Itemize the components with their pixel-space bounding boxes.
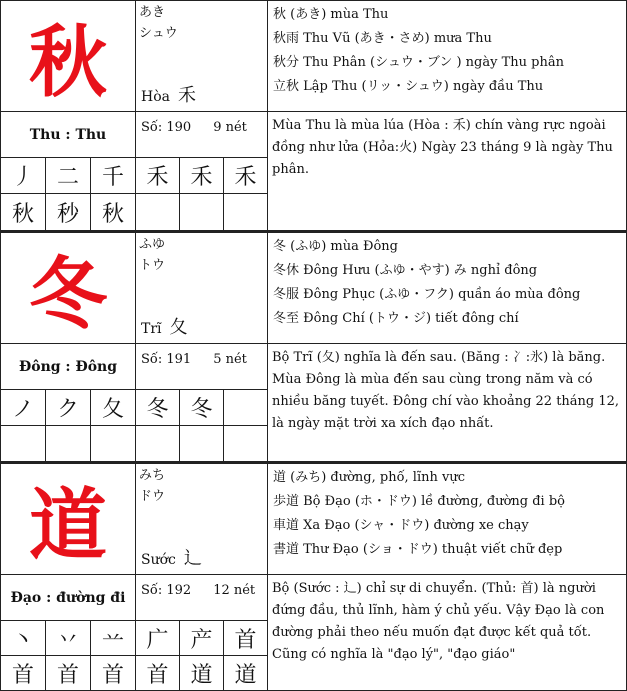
stroke-step-empty	[223, 193, 268, 231]
kanji-number: Số: 192	[141, 583, 192, 598]
stroke-step: 千	[90, 157, 136, 194]
stroke-step: ノ	[0, 389, 46, 426]
stroke-step: 广	[135, 620, 180, 656]
kun-reading: ふゆ	[139, 237, 166, 252]
vocab-item: 秋雨 Thu Vũ (あき・さめ) mưa Thu	[273, 31, 492, 46]
stroke-step: 首	[223, 620, 268, 656]
stroke-step: ク	[45, 389, 91, 426]
stroke-step-empty	[223, 389, 268, 426]
readings-box	[135, 0, 268, 112]
stroke-count: 12 nét	[213, 583, 256, 598]
kanji-name: Đông : Đông	[0, 343, 136, 390]
vocab-item: 書道 Thư Đạo (ショ・ドウ) thuật viết chữ đẹp	[273, 542, 563, 557]
big-kanji: 冬	[0, 232, 136, 344]
vocab-item: 秋 (あき) mùa Thu	[273, 7, 389, 22]
radical-name: Sước	[141, 552, 176, 568]
stroke-step: 二	[45, 157, 91, 194]
stroke-step: 丿	[0, 157, 46, 194]
stroke-step-empty	[45, 425, 91, 462]
big-kanji: 秋	[0, 0, 136, 112]
kanji-name: Thu : Thu	[0, 111, 136, 158]
vocab-item: 冬至 Đông Chí (トウ・ジ) tiết đông chí	[273, 311, 519, 326]
radical-kanji: 辶	[183, 548, 202, 569]
kanji-number: Số: 190	[141, 120, 192, 135]
radical-name: Hòa	[141, 89, 170, 105]
kanji-number: Số: 191	[141, 352, 192, 367]
kanji-entry-michi	[0, 463, 627, 691]
kun-reading: みち	[139, 468, 166, 483]
stroke-step: 首	[45, 655, 91, 691]
radical-line	[141, 313, 188, 339]
kanji-entry-aki	[0, 0, 627, 231]
kanji-meta	[135, 574, 268, 621]
vocab-item: 冬休 Đông Hưu (ふゆ・やす) み nghỉ đông	[273, 263, 538, 278]
stroke-count: 9 nét	[213, 120, 247, 135]
stroke-step: 冬	[179, 389, 224, 426]
stroke-step-empty	[90, 425, 136, 462]
kanji-entry-fuyu	[0, 232, 627, 462]
vocab-item: 立秋 Lập Thu (リッ・シュウ) ngày đầu Thu	[273, 79, 544, 94]
kanji-meta	[135, 343, 268, 390]
stroke-step: 夂	[90, 389, 136, 426]
vocab-item: 秋分 Thu Phân (シュウ・ブン ) ngày Thu phân	[273, 55, 564, 70]
on-reading: シュウ	[139, 26, 178, 41]
radical-kanji: 禾	[177, 85, 196, 106]
readings-box	[135, 232, 268, 344]
vocab-box	[267, 0, 627, 112]
explanation: Bộ Trĩ (夂) nghĩa là đến sau. (Băng : 冫:氷) là băng. Mùa Đông là mùa đến sau cùng trong năm và có nhiều băng tuyết. Đông chí vào khoảng 22 tháng 12, là ngày mặt trời xa xích đạo nhất.	[267, 343, 627, 462]
vocab-item: 車道 Xa Đạo (シャ・ドウ) đường xe chạy	[273, 518, 529, 533]
vocab-item: 冬服 Đông Phục (ふゆ・フク) quần áo mùa đông	[273, 287, 581, 302]
radical-line	[141, 544, 202, 570]
radical-line	[141, 81, 196, 107]
vocab-box	[267, 463, 627, 575]
stroke-step: 秒	[45, 193, 91, 231]
stroke-step: 冬	[135, 389, 180, 426]
stroke-count: 5 nét	[213, 352, 247, 367]
kun-reading: あき	[139, 5, 166, 20]
big-kanji: 道	[0, 463, 136, 575]
vocab-item: 道 (みち) đường, phố, lĩnh vực	[273, 470, 465, 485]
stroke-step-empty	[179, 425, 224, 462]
explanation: Bộ (Sước : 辶) chỉ sự di chuyển. (Thủ: 首) là người đứng đầu, thủ lĩnh, hàm ý chủ yếu. Vậy Đạo là con đường phải theo nếu muốn đạt được kết quả tốt. Cũng có nghĩa là "đạo lý", "đạo giáo"	[267, 574, 627, 691]
stroke-step-empty	[135, 193, 180, 231]
vocab-box	[267, 232, 627, 344]
stroke-step: 道	[179, 655, 224, 691]
readings-box	[135, 463, 268, 575]
stroke-step: 禾	[179, 157, 224, 194]
on-reading: ドウ	[139, 489, 166, 504]
radical-name: Trĩ	[141, 321, 162, 337]
stroke-step: 䒑	[90, 620, 136, 656]
stroke-step: 产	[179, 620, 224, 656]
stroke-step: 首	[0, 655, 46, 691]
stroke-step: 秋	[90, 193, 136, 231]
explanation: Mùa Thu là mùa lúa (Hòa : 禾) chín vàng rực ngoài đồng như lửa (Hỏa:火) Ngày 23 tháng 9 là ngày Thu phân.	[267, 111, 627, 231]
kanji-meta	[135, 111, 268, 158]
stroke-step-empty	[179, 193, 224, 231]
stroke-step-empty	[223, 425, 268, 462]
stroke-step: 禾	[223, 157, 268, 194]
stroke-step-empty	[0, 425, 46, 462]
on-reading: トウ	[139, 258, 166, 273]
vocab-item: 歩道 Bộ Đạo (ホ・ドウ) lề đường, đường đi bộ	[273, 494, 565, 509]
stroke-step-empty	[135, 425, 180, 462]
stroke-step: 首	[90, 655, 136, 691]
radical-kanji: 夂	[169, 317, 188, 338]
stroke-step: 丷	[45, 620, 91, 656]
kanji-name: Đạo : đường đi	[0, 574, 136, 621]
stroke-step: 秋	[0, 193, 46, 231]
stroke-step: 丶	[0, 620, 46, 656]
vocab-item: 冬 (ふゆ) mùa Đông	[273, 239, 399, 254]
stroke-step: 首	[135, 655, 180, 691]
stroke-step: 道	[223, 655, 268, 691]
stroke-step: 禾	[135, 157, 180, 194]
